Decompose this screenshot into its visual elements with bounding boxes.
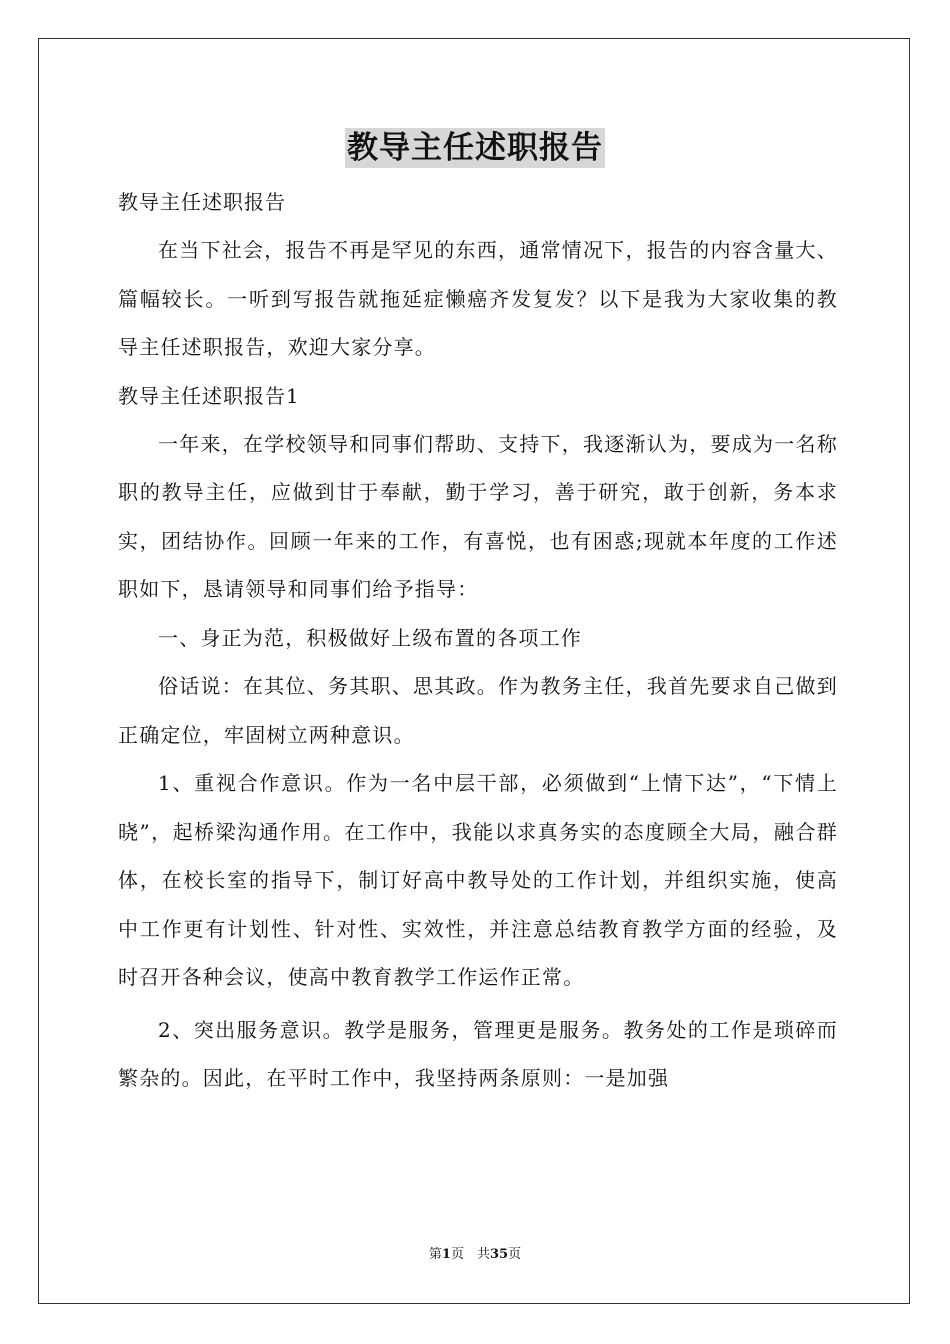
body-paragraph: 一年来，在学校领导和同事们帮助、支持下，我逐渐认为，要成为一名称职的教导主任，应做到甘于奉献，勤于学习，善于研究，敢于创新，务本求实，团结协作。回顾一年来的工作，有喜悦，也有困惑;现就本年度的工作述职如下，恳请领导和同事们给予指导： (118, 431, 838, 601)
footer-page-prefix: 第 (428, 1247, 442, 1262)
body-paragraph: 俗话说：在其位、务其职、思其政。作为教务主任，我首先要求自己做到正确定位，牢固树立两种意识。 (118, 674, 838, 747)
intro-paragraph: 在当下社会，报告不再是罕见的东西，通常情况下，报告的内容含量大、篇幅较长。一听到写报告就拖延症懒癌齐发复发？以下是我为大家收集的教导主任述职报告，欢迎大家分享。 (118, 238, 838, 359)
document-body (118, 178, 838, 1103)
footer-page-mid: 页 共 (450, 1247, 490, 1262)
title-container (0, 128, 950, 168)
footer-total-pages: 35 (489, 1247, 509, 1262)
document-subtitle: 教导主任述职报告 (118, 190, 286, 214)
section-heading: 一、身正为范，积极做好上级布置的各项工作 (158, 625, 582, 650)
page-footer (0, 1246, 950, 1264)
body-paragraph: 2、突出服务意识。教学是服务，管理更是服务。教务处的工作是琐碎而繁杂的。因此，在平时工作中，我坚持两条原则：一是加强 (118, 1017, 838, 1090)
footer-current-page: 1 (441, 1247, 451, 1262)
document-title: 教导主任述职报告 (347, 130, 603, 166)
body-paragraph: 1、重视合作意识。作为一名中层干部，必须做到“上情下达”，“下情上晓”，起桥梁沟通作用。在工作中，我能以求真务实的态度顾全大局，融合群体，在校长室的指导下，制订好高中教导处的工作计划，并组织实施，使高中工作更有计划性、针对性、实效性，并注意总结教育教学方面的经验，及时召开各种会议，使高中教育教学工作运作正常。 (118, 771, 838, 989)
footer-page-suffix: 页 (508, 1247, 522, 1262)
section-title: 教导主任述职报告1 (118, 383, 300, 408)
